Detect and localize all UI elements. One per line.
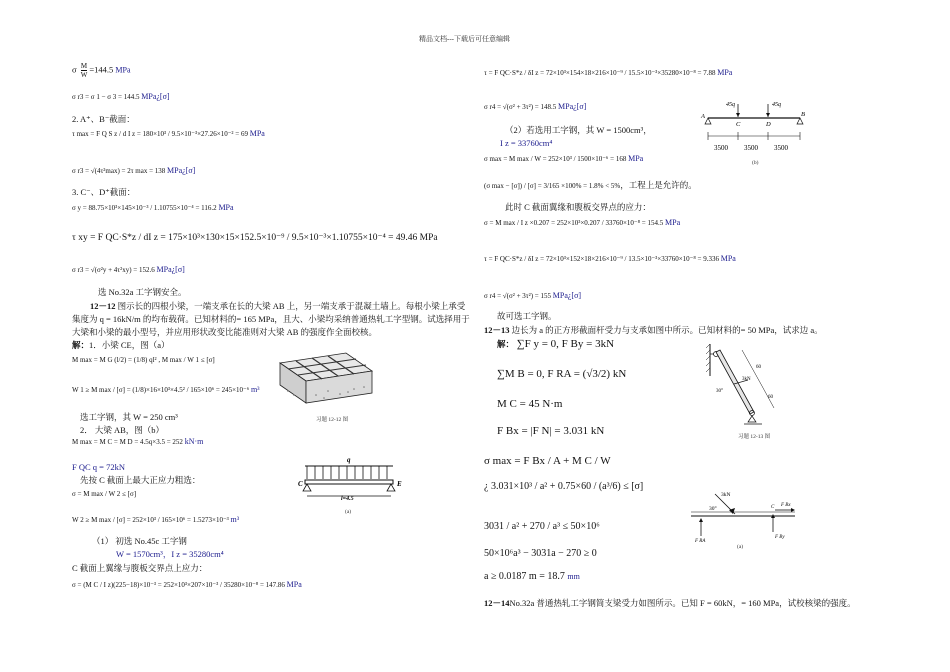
eq-tau-junction: τ = F QC·S*z / δI z = 72×10³×152×18×216×10⁻⁹ / 13.5×10⁻³×33760×10⁻⁸ = 9.336 MPa — [484, 254, 736, 263]
figure-12-12 — [268, 345, 378, 423]
label-a: A — [701, 113, 705, 120]
eq-sum-mb: ∑M B = 0, F RA = (√3/2) kN — [497, 368, 627, 380]
figure-beam-b — [700, 98, 810, 170]
label-force: 3kN — [721, 492, 731, 498]
figure-caption: 习题 12-12 图 — [316, 417, 349, 423]
eq-sigma-w2: σ = M max / W 2 ≤ [σ] — [72, 490, 137, 498]
label-d2: 60 — [768, 395, 773, 400]
figure-caption: (b) — [752, 160, 759, 166]
problem-12-12-l3: 大梁和小梁的最小型号，并应用形状改变比能准则对大梁 AB 的强度作全面校核。 — [72, 327, 378, 337]
option-2-iz: I z = 33760cm⁴ — [500, 138, 553, 148]
eq-w1: W 1 ≥ M max / [σ] = (1/8)×16×10³×4.5² / 165×10⁶ = 245×10⁻⁶ m³ — [72, 385, 260, 394]
figure-caption: (a) — [345, 509, 352, 515]
figure-caption: 习题 12-13 图 — [738, 434, 771, 440]
dim-1: 3500 — [714, 144, 728, 152]
problem-12-12-l1: 12－12 图示长的四根小梁，一端支承在长的大梁 AB 上，另一端支承于混凝土墙上。每根小梁上承受 — [90, 301, 466, 311]
label-b: B — [801, 111, 805, 118]
eq-ineq-2: 3031 / a² + 270 / a³ ≤ 50×10⁶ — [484, 521, 600, 532]
eq-w2: W 2 ≥ M max / [σ] = 252×10³ / 165×10⁶ = 1.5273×10⁻³ m³ — [72, 515, 240, 524]
label-fra: F RA — [695, 539, 706, 544]
problem-12-13: 12－13 边长为 a 的正方形截面杆受力与支承如图中所示。已知材料的= 50 MPa，试求边 a。 — [484, 325, 823, 335]
figure-12-13 — [704, 340, 784, 440]
dim-2: 3500 — [744, 144, 758, 152]
eq-m-max-large: M max = M C = M D = 4.5q×3.5 = 252 kN·m — [72, 437, 204, 446]
label-length: l=4.5 — [341, 496, 354, 502]
solution-step1: 解：1．小梁 CE，图（a） — [72, 340, 170, 350]
label-angle: 30° — [716, 389, 723, 394]
eq-ratio: (σ max − [σ]) / [σ] = 3/165 ×100% = 1.8% < 5%，工程上是允许的。 — [484, 180, 697, 190]
rough-select-note: 先按 C 截面上最大正应力粗选： — [80, 475, 201, 485]
eq-sigma-max-2: σ max = M max / W = 252×10³ / 1500×10⁻⁶ = 168 MPa — [484, 154, 644, 163]
figure-free-body — [685, 488, 805, 554]
label-d1: 60 — [756, 365, 761, 370]
eq-m-max-small: M max = M G (l/2) = (1/8) ql² , M max / W 1 ≤ [σ] — [72, 356, 215, 364]
eq-sigma-max-3: σ max = F Bx / A + M C / W — [484, 455, 611, 467]
section-a-b: 2. A⁺、B⁻截面： — [72, 114, 135, 124]
choose-beam-1: 选工字钢，其 W = 250 cm³ — [80, 412, 178, 422]
figure-caption: (a) — [737, 544, 744, 550]
label-force: 3kN — [742, 377, 751, 382]
frac-num: M — [80, 62, 88, 70]
label-load-right: 45q — [772, 102, 781, 108]
eq-sigma-y: σ y = 88.75×10³×145×10⁻³ / 1.10755×10⁻⁴ = 116.2 MPa — [72, 203, 234, 212]
eq-result-a: a ≥ 0.0187 m = 18.7 mm — [484, 571, 580, 582]
eq-mc: M C = 45 N·m — [497, 398, 563, 410]
eq-tau-max: τ max = F Q S z / d I z = 180×10³ / 9.5×10⁻³×27.26×10⁻² = 69 MPa — [72, 129, 265, 138]
eq-sigma-c: σ = (M C / I z)(225−18)×10⁻³ = 252×10³×207×10⁻³ / 35280×10⁻⁸ = 147.86 MPa — [72, 580, 302, 589]
inclined-bar-drawing — [704, 340, 784, 430]
eq-sigma-junction: σ = M max / I z ×0.207 = 252×10³×0.207 / 33760×10⁻⁸ = 154.5 MPa — [484, 218, 681, 227]
eq-sigma-r3: σ r3 = σ 1 − σ 3 = 144.5 MPa¿[σ] — [72, 92, 170, 101]
label-e: E — [397, 480, 402, 488]
figure-beam-a — [297, 452, 407, 516]
problem-12-12-l2: 集度为 q = 16kN/m 的均布载荷。已知材料的= 165 MPa，且大、小梁均采纳普通热轧工字型钢。试选择用于 — [72, 314, 470, 324]
eq-sum-fy: 解： ∑F y = 0, F By = 3kN — [497, 338, 615, 350]
eq-sigma-max: σ $\frac{M}{W}$ =144.5 MPa — [72, 62, 131, 79]
beam-a-drawing — [297, 452, 407, 516]
label-d: D — [766, 121, 771, 128]
label-fby: F By — [775, 535, 785, 540]
eq-tau-xy: τ xy = F QC·S*z / dI z = 175×10³×130×15×152.5×10⁻⁹ / 9.5×10⁻³×1.10755×10⁻⁴ = 49.46 MPa — [72, 233, 438, 243]
section-props: W = 1570cm³，I z = 35280cm⁴ — [116, 549, 224, 559]
label-c: C — [771, 505, 775, 510]
label-angle: 30° — [709, 506, 717, 512]
eq-fbx: F Bx = |F N| = 3.031 kN — [497, 425, 605, 437]
problem-12-14: 12－14No.32a 普通热轧工字钢简支梁受力如图所示。已知 F = 60kN，= 160 MPa，试校核梁的强度。 — [484, 598, 856, 608]
conclusion-safe: 选 No.32a 工字钢安全。 — [98, 287, 187, 297]
eq-ineq-3: 50×10⁶a³ − 3031a − 270 ≥ 0 — [484, 548, 597, 559]
eq-sigma-ineq: ¿ 3.031×10³ / a² + 0.75×60 / (a³/6) ≤ [σ] — [484, 481, 644, 492]
free-body-drawing — [685, 488, 805, 548]
label-fbx: F Bx — [781, 503, 791, 508]
page-header: 精品文档---下载后可任意编辑 — [419, 35, 510, 43]
eq-tau-r: τ = F QC·S*z / δI z = 72×10³×154×18×216×10⁻⁹ / 15.5×10⁻³×35280×10⁻⁸ = 7.88 MPa — [484, 68, 733, 77]
eq-sigma-r4-2: σ r4 = √(σ² + 3τ²) = 155 MPa¿[σ] — [484, 291, 582, 300]
section-c-d: 3. C⁻、D⁺截面： — [72, 187, 136, 197]
eq-sigma-r4: σ r4 = √(σ² + 3τ²) = 148.5 MPa¿[σ] — [484, 102, 587, 111]
eq-sigma-r3-b: σ r3 = √(4τ²max) = 2τ max = 138 MPa¿[σ] — [72, 166, 196, 175]
label-load-left: 45q — [726, 102, 735, 108]
eq-fqc: F QC q = 72kN — [72, 462, 125, 472]
initial-select: （1） 初选 No.45c 工字钢 — [92, 536, 187, 546]
c-junction-note: 此时 C 截面翼缘和腹板交界点的应力： — [505, 202, 651, 212]
label-c: C — [298, 480, 303, 488]
eq-sigma-r3-c: σ r3 = √(σ²y + 4τ²xy) = 152.6 MPa¿[σ] — [72, 265, 185, 274]
option-2: （2）若选用工字钢，其 W = 1500cm³， — [505, 125, 652, 135]
label-c: C — [736, 121, 741, 128]
conclusion-ok: 故可选工字钢。 — [497, 311, 557, 321]
dim-3: 3500 — [774, 144, 788, 152]
label-q: q — [347, 456, 351, 464]
unit: MPa — [115, 65, 131, 75]
solution-step2: 2． 大梁 AB，图（b） — [80, 425, 165, 435]
slab-drawing — [268, 345, 378, 410]
c-section-note: C 截面上翼缘与腹板交界点上应力： — [72, 563, 208, 573]
